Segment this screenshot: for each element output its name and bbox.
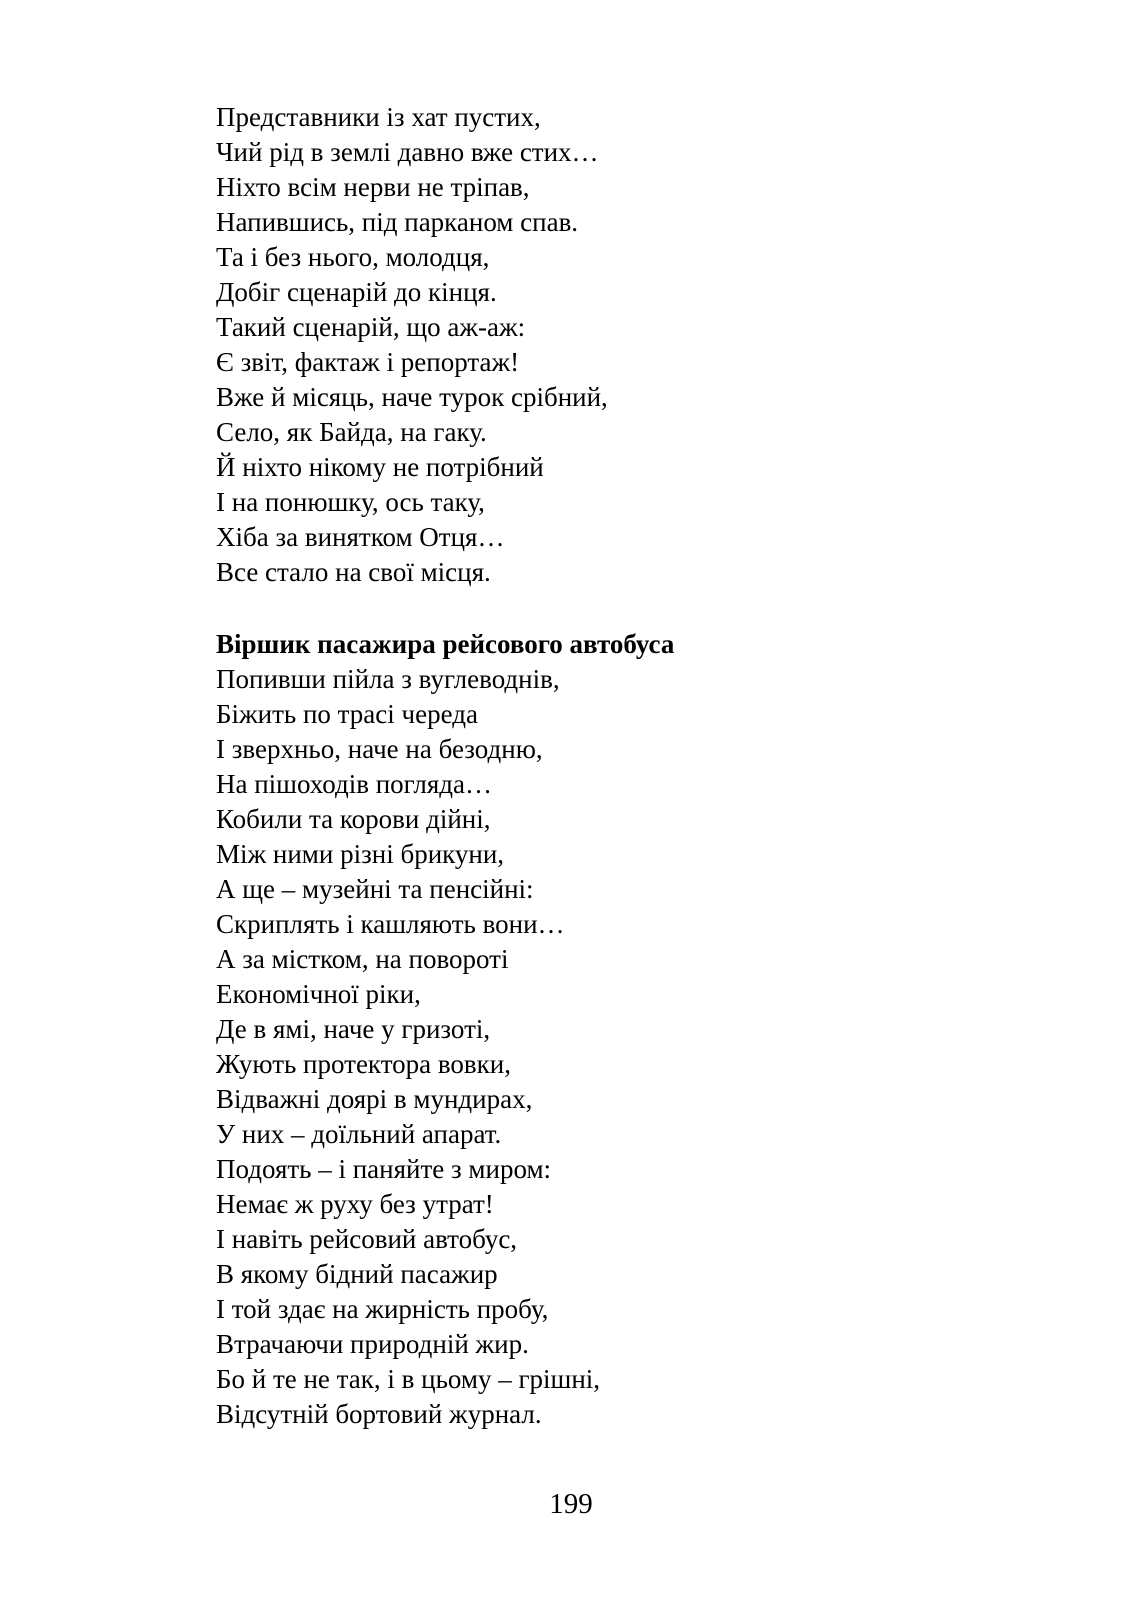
verse-line: Все стало на свої місця.: [216, 557, 491, 587]
verse-line: Вже й місяць, наче турок срібний,: [216, 382, 608, 412]
page-number: 199: [549, 1488, 593, 1520]
verse-line: Є звіт, фактаж і репортаж!: [216, 347, 520, 377]
verse-line: Чий рід в землі давно вже стих…: [216, 137, 599, 167]
verse-line: Такий сценарій, що аж-аж:: [216, 312, 526, 342]
verse-line: Немає ж руху без утрат!: [216, 1189, 494, 1219]
verse-line: І той здає на жирність пробу,: [216, 1294, 549, 1324]
verse-line: Представники із хат пустих,: [216, 102, 541, 132]
verse-line: В якому бідний пасажир: [216, 1259, 498, 1289]
verse-line: Село, як Байда, на гаку.: [216, 417, 487, 447]
poem-stanza-continued: [216, 100, 608, 590]
verse-line: Ніхто всім нерви не тріпав,: [216, 172, 530, 202]
verse-line: І навіть рейсовий автобус,: [216, 1224, 518, 1254]
poem-title: Віршик пасажира рейсового автобуса: [216, 629, 675, 659]
verse-line: Та і без нього, молодця,: [216, 242, 490, 272]
verse-line: Добіг сценарій до кінця.: [216, 277, 497, 307]
verse-line: Відсутній бортовий журнал.: [216, 1399, 542, 1429]
poem-stanza: [216, 662, 600, 1432]
verse-line: Скриплять і кашляють вони…: [216, 909, 565, 939]
verse-line: Між ними різні брикуни,: [216, 839, 505, 869]
verse-line: Подоять – і паняйте з миром:: [216, 1154, 552, 1184]
verse-line: Напившись, під парканом спав.: [216, 207, 579, 237]
verse-line: Біжить по трасі череда: [216, 699, 478, 729]
verse-line: Й ніхто нікому не потрібний: [216, 452, 544, 482]
verse-line: А ще – музейні та пенсійні:: [216, 874, 534, 904]
verse-line: Хіба за винятком Отця…: [216, 522, 505, 552]
verse-line: Відважні доярі в мундирах,: [216, 1084, 533, 1114]
verse-line: Кобили та корови дійні,: [216, 804, 491, 834]
verse-line: І на понюшку, ось таку,: [216, 487, 485, 517]
verse-line: Жують протектора вовки,: [216, 1049, 511, 1079]
verse-line: А за містком, на повороті: [216, 944, 509, 974]
verse-line: У них – доїльний апарат.: [216, 1119, 502, 1149]
verse-line: Попивши пійла з вуглеводнів,: [216, 664, 560, 694]
verse-line: Втрачаючи природній жир.: [216, 1329, 529, 1359]
verse-line: Економічної ріки,: [216, 979, 421, 1009]
verse-line: І зверхньо, наче на безодню,: [216, 734, 543, 764]
verse-line: Бо й те не так, і в цьому – грішні,: [216, 1364, 601, 1394]
verse-line: Де в ямі, наче у гризоті,: [216, 1014, 491, 1044]
verse-line: На пішоходів погляда…: [216, 769, 492, 799]
